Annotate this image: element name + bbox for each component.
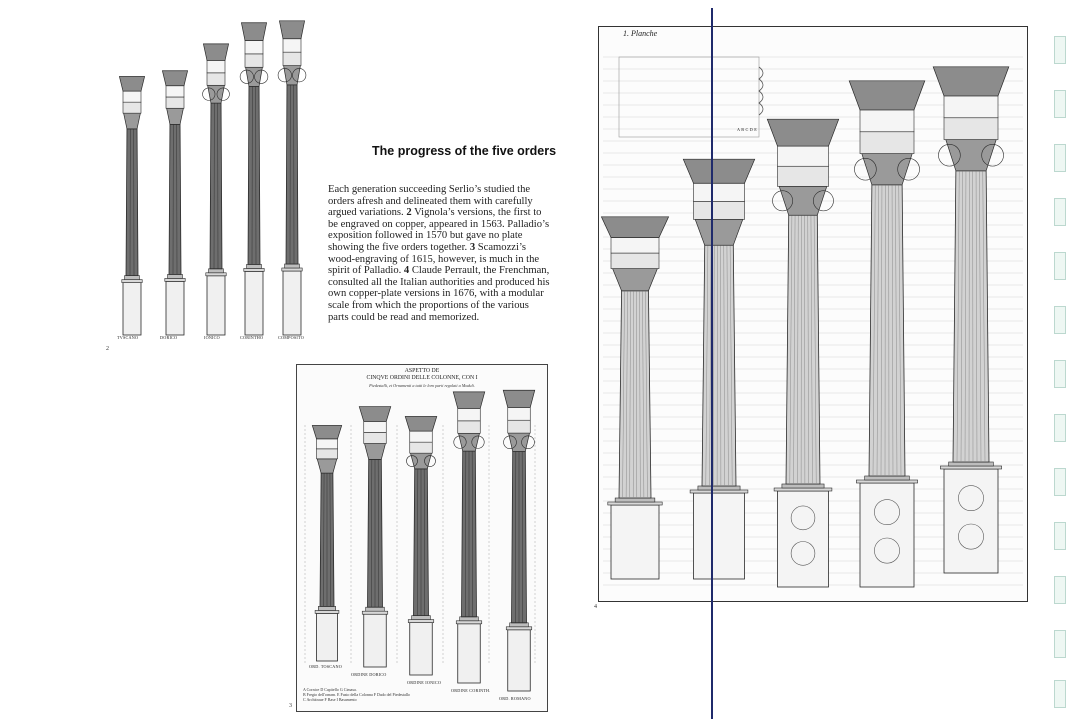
pedestal [123, 283, 141, 335]
figure-ref-3: 3 [469, 241, 476, 253]
architrave [207, 73, 225, 85]
column-shaft [248, 86, 260, 264]
pedestal-cap [362, 611, 388, 614]
pedestal-cap [774, 488, 832, 491]
frieze [283, 39, 301, 52]
cornice [453, 392, 485, 409]
fig3-legend [303, 687, 463, 702]
figure-2-labels [112, 335, 312, 343]
article-heading: The progress of the five orders [372, 144, 557, 158]
pedestal-cap [456, 621, 482, 624]
column-capital [695, 219, 743, 245]
column-shaft [869, 185, 905, 476]
fig3-legend-line: C Architraue F Base I Basamento [303, 697, 357, 702]
cornice [933, 67, 1009, 96]
column-base [949, 462, 994, 466]
column-capital [862, 154, 912, 185]
edge-tab [1054, 576, 1066, 604]
column-base [318, 606, 335, 610]
frieze [364, 421, 387, 432]
column-base [698, 486, 740, 490]
column-base [209, 269, 224, 273]
pedestal-cap [282, 268, 302, 271]
architrave [166, 97, 184, 108]
column-capital [167, 108, 184, 124]
architrave [123, 102, 141, 113]
frieze [410, 431, 433, 442]
frieze [166, 86, 184, 97]
column-shaft [169, 124, 181, 274]
pedestal-cap [122, 280, 142, 283]
pedestal-cap [608, 502, 662, 505]
cornice [767, 119, 838, 146]
cornice [203, 44, 228, 61]
column-base [615, 498, 655, 502]
fig3-label-ionic: ORDINE IONICO [407, 680, 442, 685]
body-text-3: Scamozzi’s wood-engraving of 1615, however, is much in the spirit of Palladio. [328, 241, 540, 277]
fig3-legend-line: B Fregio dell'ornam. E Fusto della Colonna F Dado del Piedestallo [303, 692, 411, 697]
frieze [508, 407, 531, 420]
edge-tab [1054, 468, 1066, 496]
column-base [168, 274, 183, 278]
figure-4-number: 4 [594, 604, 597, 610]
pedestal-cap [244, 268, 264, 271]
page-edge-tabs [1054, 36, 1068, 706]
fig2-label-tuscan: TVSCANO [117, 335, 139, 340]
pedestal [458, 624, 481, 683]
architrave [458, 421, 481, 433]
fig3-legend-line: A Cornice D Capitello G Cimasa. [303, 687, 357, 692]
edge-tab [1054, 252, 1066, 280]
column-base [782, 484, 824, 488]
architrave [245, 54, 263, 67]
pedestal [694, 493, 745, 579]
pedestal [207, 276, 225, 335]
architrave [694, 201, 745, 219]
figure-2-engraving [100, 10, 320, 350]
fig2-label-corinthian: CORINTHO [240, 335, 264, 340]
article-body [328, 184, 550, 323]
frieze [611, 238, 659, 254]
figure-4-engraving [599, 27, 1027, 601]
edge-tab [1054, 90, 1066, 118]
column-base [510, 623, 529, 627]
figure-3-number: 3 [289, 703, 292, 709]
architrave [611, 253, 659, 269]
pedestal-cap [690, 490, 748, 493]
cornice [279, 21, 304, 39]
page-fold-divider [711, 8, 713, 719]
architrave [944, 118, 998, 140]
cornice [359, 407, 391, 422]
fig3-subtitle: Piedestalli, et Ornamenti a tutti le loro parti regolati a Moduli. [369, 383, 475, 388]
pedestal-cap [506, 627, 532, 630]
column-base [125, 276, 140, 280]
column-capital [613, 269, 658, 291]
fig3-label-roman: ORD. ROMANO [499, 696, 531, 701]
frieze [245, 41, 263, 54]
pedestal [410, 623, 433, 675]
frieze [317, 439, 338, 449]
body-text-1: Each generation succeeding Serlio’s studied the orders afresh and delineated them with carefully argued variations. [328, 184, 533, 219]
edge-tab [1054, 414, 1066, 442]
cornice [601, 217, 668, 238]
architrave [364, 432, 387, 443]
architrave [860, 132, 914, 154]
cornice [162, 71, 187, 86]
column-base [285, 264, 300, 268]
edge-tab [1054, 198, 1066, 226]
pedestal [778, 491, 829, 587]
column-base [460, 617, 479, 621]
pedestal [364, 614, 387, 667]
pedestal [860, 483, 914, 587]
pedestal-cap [940, 466, 1001, 469]
pedestal [245, 271, 263, 335]
cornice [849, 81, 925, 110]
pedestal-cap [165, 278, 185, 281]
column-base [412, 616, 431, 620]
frieze [458, 408, 481, 420]
architrave [317, 449, 338, 459]
fig2-label-ionic: IONICO [204, 335, 220, 340]
cornice [503, 390, 535, 407]
cornice [119, 76, 144, 91]
figure-3-scamozzi-woodcut [296, 364, 548, 712]
edge-tab [1054, 36, 1066, 64]
fig3-label-doric: ORDINE DORICO [351, 672, 387, 677]
body-text-2: Vignola’s versions, the first to be engraved on copper, appeared in 1563. Palladio’s exposition followed in 1570 but gave no plate showing the five orders together. [328, 207, 550, 253]
pedestal-cap [408, 620, 434, 623]
frieze [207, 60, 225, 72]
frieze [860, 110, 914, 132]
column-capital [317, 459, 337, 473]
architrave [778, 166, 829, 186]
edge-tab [1054, 144, 1066, 172]
column-capital [365, 444, 386, 460]
fig3-label-tuscan: ORD. TOSCANO [309, 664, 342, 669]
column-shaft [286, 85, 298, 264]
pedestal-cap [856, 480, 917, 483]
architrave [283, 52, 301, 65]
architrave [410, 442, 433, 453]
column-shaft [786, 215, 820, 484]
column-shaft [953, 171, 989, 462]
edge-tab [1054, 306, 1066, 334]
edge-tab [1054, 360, 1066, 388]
cornice [405, 416, 437, 431]
column-capital [779, 186, 827, 215]
edge-tab [1054, 630, 1066, 658]
frieze [123, 91, 141, 102]
figure-ref-4: 4 [403, 265, 410, 277]
cornice [241, 23, 266, 41]
cornice [312, 426, 341, 439]
figure-2-vignola-columns [100, 10, 320, 350]
figure-2-number: 2 [106, 346, 109, 352]
figure-4-perrault-plate [598, 26, 1028, 602]
figure-ref-2: 2 [406, 207, 412, 219]
edge-tab [1054, 680, 1066, 708]
column-base [366, 607, 385, 611]
pedestal [283, 271, 301, 335]
molding-profile-curve [759, 67, 763, 115]
fig3-title-line1: ASPETTO DE [404, 368, 440, 374]
fig3-title-line2: CINQVE ORDINI DELLE COLONNE, CON I [366, 375, 478, 381]
fig4-planche-label: 1. Planche [623, 29, 658, 38]
pedestal [508, 630, 531, 691]
column-capital [124, 113, 141, 129]
pedestal-cap [206, 273, 226, 276]
column-base [865, 476, 910, 480]
fig2-label-doric: DORICO [160, 335, 178, 340]
pedestal [611, 505, 659, 579]
pedestal [166, 281, 184, 335]
column-shaft [126, 129, 138, 276]
figure-3-engraving [297, 365, 547, 711]
pedestal [944, 469, 998, 573]
architrave [508, 420, 531, 433]
pedestal [317, 613, 338, 661]
column-shaft [210, 103, 222, 269]
fig2-label-composite: COMPOSITO [278, 335, 304, 340]
fig4-scale-letters: A B C D E [737, 127, 757, 132]
frieze [694, 183, 745, 201]
pedestal-cap [315, 610, 339, 613]
column-capital [946, 140, 996, 171]
frieze [778, 146, 829, 166]
column-base [247, 264, 262, 268]
fig3-label-corinthian: ORDINE CORINTH. [451, 688, 491, 693]
body-text-4: Claude Perrault, the Frenchman, consulted all the Italian authorities and produced his own copper-plate versions in 1676, with a modular scale from which the proportions of the various parts could be read and memorized. [328, 265, 550, 323]
frieze [944, 96, 998, 118]
edge-tab [1054, 522, 1066, 550]
cornice [683, 159, 754, 183]
column-shaft [702, 245, 736, 486]
